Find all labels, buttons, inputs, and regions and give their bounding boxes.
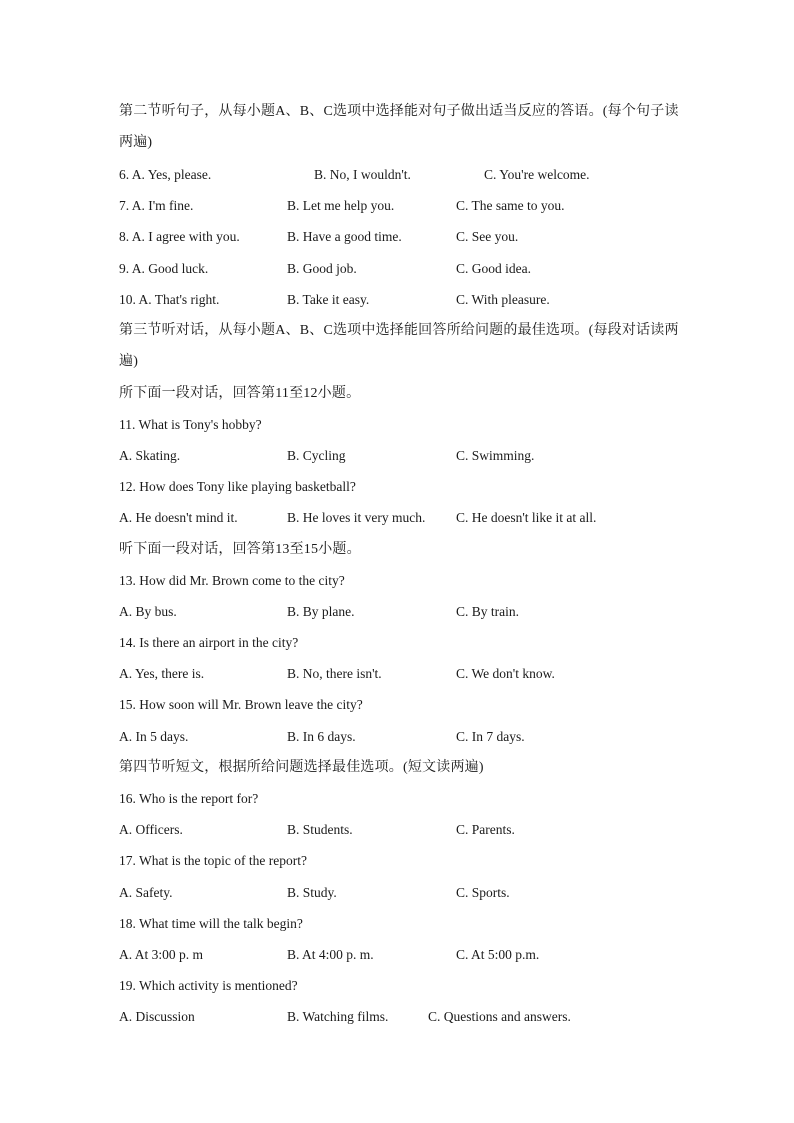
q11-option-c: C. Swimming. xyxy=(456,448,535,463)
q7-option-c: C. The same to you. xyxy=(456,198,565,213)
q11-option-a: A. Skating. xyxy=(119,448,181,463)
q16-option-a: A. Officers. xyxy=(119,822,183,837)
q13-option-c: C. By train. xyxy=(456,604,519,619)
question-18-text: 18. What time will the talk begin? xyxy=(119,916,303,931)
q12-option-a: A. He doesn't mind it. xyxy=(119,510,238,525)
section3-heading-line1: 第三节听对话，从每小题A、B、C选项中选择能回答所给问题的最佳选项。(每段对话读两 xyxy=(119,323,679,338)
section2-heading-line2: 两遍) xyxy=(119,135,153,150)
q16-option-b: B. Students. xyxy=(287,822,353,837)
question-17-text: 17. What is the topic of the report? xyxy=(119,853,307,868)
q14-option-c: C. We don't know. xyxy=(456,666,555,681)
q11-option-b: B. Cycling xyxy=(287,448,346,463)
q19-option-a: A. Discussion xyxy=(119,1009,195,1024)
q10-option-b: B. Take it easy. xyxy=(287,292,370,307)
q9-option-b: B. Good job. xyxy=(287,261,357,276)
q12-option-c: C. He doesn't like it at all. xyxy=(456,510,597,525)
q10-option-c: C. With pleasure. xyxy=(456,292,550,307)
q8-option-c: C. See you. xyxy=(456,229,519,244)
section2-heading-line1: 第二节听句子，从每小题A、B、C选项中选择能对句子做出适当反应的答语。(每个句子读 xyxy=(119,104,679,119)
question-13-text: 13. How did Mr. Brown come to the city? xyxy=(119,573,345,588)
section3-heading-line2: 遍) xyxy=(119,354,139,369)
q13-option-a: A. By bus. xyxy=(119,604,177,619)
q15-option-a: A. In 5 days. xyxy=(119,729,189,744)
q6-option-c: C. You're welcome. xyxy=(484,167,590,182)
q12-option-b: B. He loves it very much. xyxy=(287,510,426,525)
q7-option-a: 7. A. I'm fine. xyxy=(119,198,194,213)
q14-option-a: A. Yes, there is. xyxy=(119,666,205,681)
q16-option-c: C. Parents. xyxy=(456,822,515,837)
q9-option-c: C. Good idea. xyxy=(456,261,531,276)
q17-option-c: C. Sports. xyxy=(456,885,510,900)
q8-option-b: B. Have a good time. xyxy=(287,229,402,244)
question-16-text: 16. Who is the report for? xyxy=(119,791,259,806)
q6-option-a: 6. A. Yes, please. xyxy=(119,167,212,182)
q10-option-a: 10. A. That's right. xyxy=(119,292,220,307)
q19-option-c: C. Questions and answers. xyxy=(428,1009,571,1024)
q14-option-b: B. No, there isn't. xyxy=(287,666,382,681)
question-15-text: 15. How soon will Mr. Brown leave the city? xyxy=(119,697,363,712)
q9-option-a: 9. A. Good luck. xyxy=(119,261,209,276)
question-14-text: 14. Is there an airport in the city? xyxy=(119,635,299,650)
dialogue1-intro: 所下面一段对话，回答第11至12小题。 xyxy=(119,386,361,401)
section4-heading: 第四节听短文，根据所给问题选择最佳选项。(短文读两遍) xyxy=(119,760,484,775)
q6-option-b: B. No, I wouldn't. xyxy=(314,167,411,182)
q8-option-a: 8. A. I agree with you. xyxy=(119,229,240,244)
q18-option-b: B. At 4:00 p. m. xyxy=(287,947,374,962)
question-19-text: 19. Which activity is mentioned? xyxy=(119,978,298,993)
q17-option-a: A. Safety. xyxy=(119,885,173,900)
question-12-text: 12. How does Tony like playing basketball? xyxy=(119,479,356,494)
q15-option-b: B. In 6 days. xyxy=(287,729,356,744)
q18-option-c: C. At 5:00 p.m. xyxy=(456,947,540,962)
dialogue2-intro: 听下面一段对话，回答第13至15小题。 xyxy=(119,542,361,557)
q18-option-a: A. At 3:00 p. m xyxy=(119,947,204,962)
q7-option-b: B. Let me help you. xyxy=(287,198,395,213)
q17-option-b: B. Study. xyxy=(287,885,337,900)
q19-option-b: B. Watching films. xyxy=(287,1009,389,1024)
q15-option-c: C. In 7 days. xyxy=(456,729,525,744)
q13-option-b: B. By plane. xyxy=(287,604,355,619)
question-11-text: 11. What is Tony's hobby? xyxy=(119,417,262,432)
